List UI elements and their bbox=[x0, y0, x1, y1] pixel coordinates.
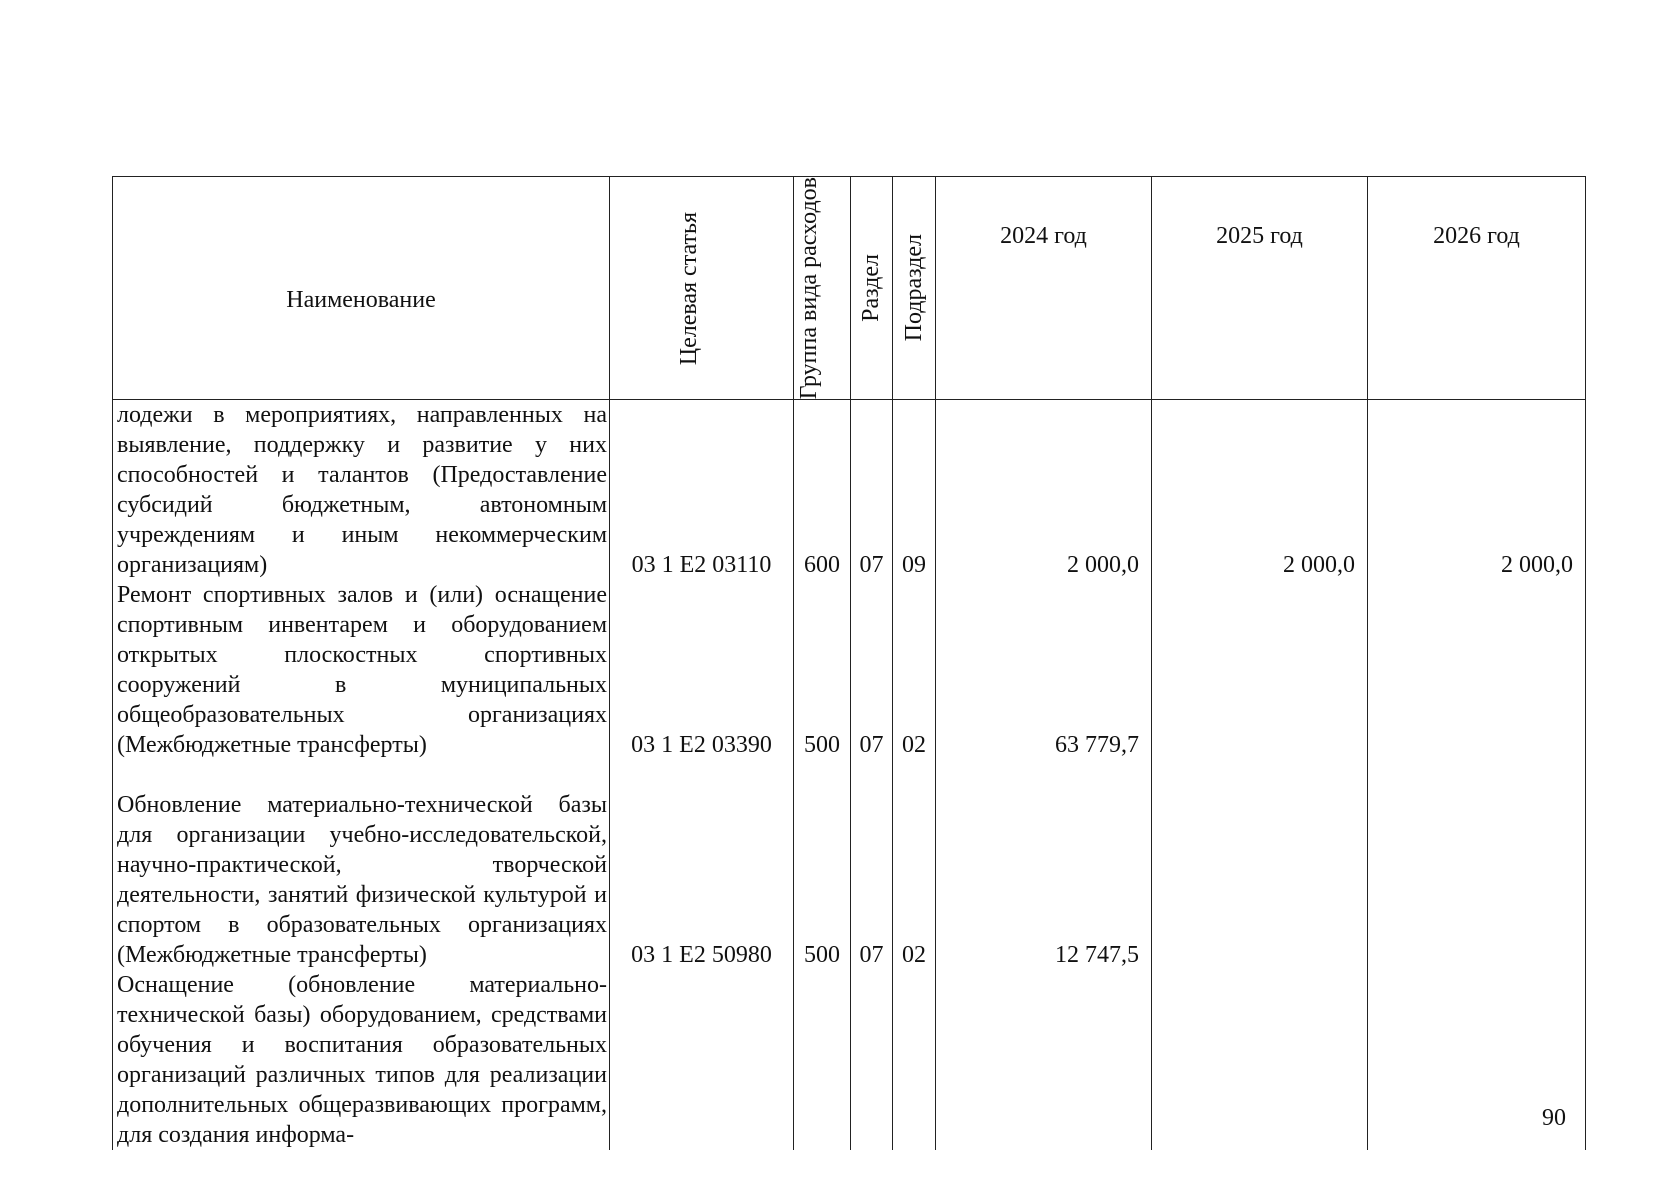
row-section: 07 bbox=[851, 760, 893, 970]
header-year-2024-label: 2024 год bbox=[1000, 223, 1087, 249]
table-row bbox=[113, 970, 1586, 1150]
row-expense-group: 600 bbox=[794, 400, 851, 581]
table-row bbox=[113, 760, 1586, 970]
row-subsection: 02 bbox=[893, 760, 936, 970]
row-expense-group bbox=[794, 970, 851, 1150]
row-amount-2024: 63 779,7 bbox=[936, 580, 1152, 760]
row-amount-2024 bbox=[936, 970, 1152, 1150]
table-row bbox=[113, 400, 1586, 581]
row-amount-2025 bbox=[1152, 970, 1368, 1150]
header-section-label: Раздел bbox=[858, 254, 884, 323]
row-section: 07 bbox=[851, 400, 893, 581]
header-year-2025 bbox=[1152, 177, 1368, 400]
row-amount-2025 bbox=[1152, 760, 1368, 970]
row-amount-2024: 12 747,5 bbox=[936, 760, 1152, 970]
header-section bbox=[851, 177, 893, 400]
table-header-row bbox=[113, 177, 1586, 400]
row-amount-2025: 2 000,0 bbox=[1152, 400, 1368, 581]
header-name-label: Наименование bbox=[286, 287, 436, 314]
row-target-code bbox=[610, 970, 794, 1150]
row-subsection: 09 bbox=[893, 400, 936, 581]
row-target-code: 03 1 Е2 03110 bbox=[610, 400, 794, 581]
row-section bbox=[851, 970, 893, 1150]
row-amount-2025 bbox=[1152, 580, 1368, 760]
header-year-2026-label: 2026 год bbox=[1433, 223, 1520, 249]
row-section: 07 bbox=[851, 580, 893, 760]
row-description: Ремонт спортивных залов и (или) оснащение спортивным инвентарем и оборудованием открытых плоскостных спортивных сооружений в муниципальных общеобразовательных организациях (Межбюджетные трансферты) bbox=[113, 580, 610, 760]
row-expense-group: 500 bbox=[794, 760, 851, 970]
row-description: Оснащение (обновление материально-технической базы) оборудованием, средствами обучения и воспитания образовательных организаций различных типов для реализации дополнительных общеразвивающих программ, для создания информа- bbox=[113, 970, 610, 1150]
row-amount-2024: 2 000,0 bbox=[936, 400, 1152, 581]
header-expense-group bbox=[794, 177, 851, 400]
budget-table bbox=[112, 176, 1586, 1150]
header-year-2025-label: 2025 год bbox=[1216, 223, 1303, 249]
row-subsection bbox=[893, 970, 936, 1150]
row-amount-2026 bbox=[1368, 760, 1586, 970]
header-group-label: Группа вида расходов bbox=[796, 177, 822, 400]
header-year-2024 bbox=[936, 177, 1152, 400]
header-year-2026 bbox=[1368, 177, 1586, 400]
page-number: 90 bbox=[1542, 1105, 1566, 1131]
header-subsection bbox=[893, 177, 936, 400]
row-subsection: 02 bbox=[893, 580, 936, 760]
row-target-code: 03 1 Е2 03390 bbox=[610, 580, 794, 760]
row-description: Обновление материально-технической базы для организации учебно-исследовательской, научно-практической, творческой деятельности, занятий физической культурой и спортом в образовательных организациях (Межбюджетные трансферты) bbox=[113, 760, 610, 970]
header-target-article bbox=[610, 177, 794, 400]
row-description: лодежи в мероприятиях, направленных на выявление, поддержку и развитие у них способностей и талантов (Предоставление субсидий бюджетным, автономным учреждениям и иным некоммерческим организациям) bbox=[113, 400, 610, 581]
row-amount-2026 bbox=[1368, 580, 1586, 760]
row-amount-2026: 2 000,0 bbox=[1368, 400, 1586, 581]
table-row bbox=[113, 580, 1586, 760]
header-target-label: Целевая статья bbox=[675, 211, 702, 365]
row-expense-group: 500 bbox=[794, 580, 851, 760]
header-name bbox=[113, 177, 610, 400]
row-target-code: 03 1 Е2 50980 bbox=[610, 760, 794, 970]
header-subsection-label: Подраздел bbox=[900, 234, 927, 342]
